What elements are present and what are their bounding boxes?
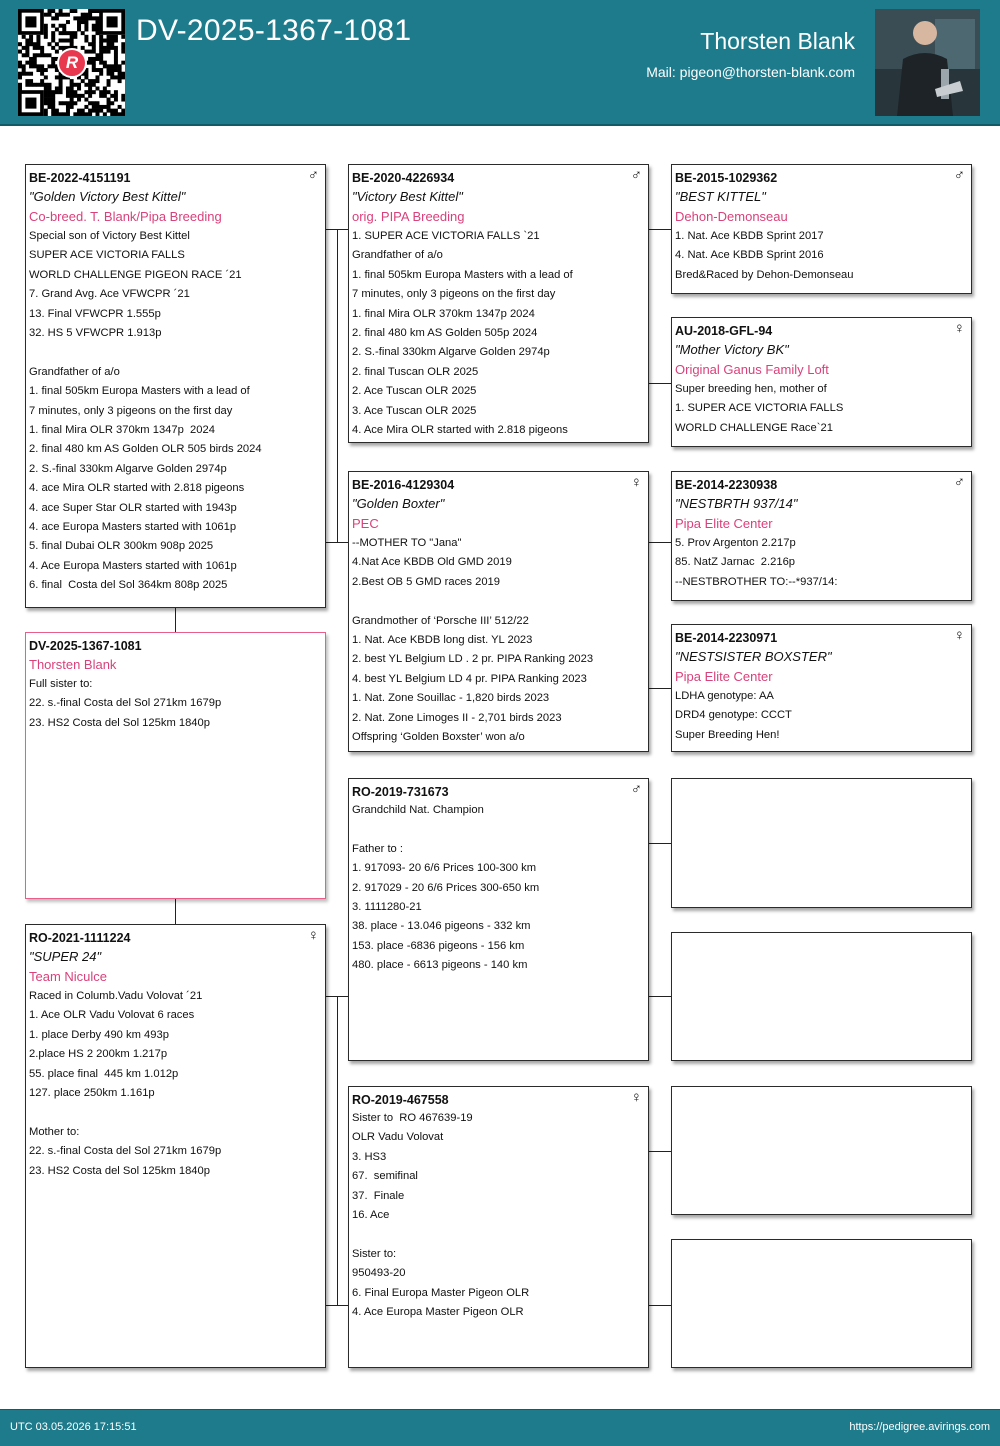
owner-photo-image [875, 9, 980, 116]
breeder-name: Original Ganus Family Loft [675, 362, 829, 377]
connector-line [649, 542, 672, 543]
female-symbol-icon: ♀ [307, 927, 319, 944]
ring-number: RO-2021-1111224 [29, 931, 131, 945]
pedigree-card-sire-dam-sire[interactable] [671, 471, 972, 601]
connector-line [649, 383, 672, 384]
note-line: 1. 917093- 20 6/6 Prices 100-300 km [352, 862, 537, 875]
note-line: 13. Final VFWCPR 1.555p [29, 307, 161, 320]
pigeon-name: "Golden Boxter" [352, 496, 445, 511]
female-symbol-icon: ♀ [953, 627, 965, 644]
note-line: WORLD CHALLENGE Race`21 [675, 421, 833, 434]
ring-number: BE-2022-4151191 [29, 171, 131, 185]
note-line: Full sister to: [29, 678, 93, 690]
connector-line [175, 608, 176, 632]
note-line: 3. Ace Tuscan OLR 2025 [352, 404, 477, 417]
note-line: 2. final 480 km AS Golden OLR 505 birds 2024 [29, 443, 262, 456]
footer-bar [0, 1409, 1000, 1446]
note-line: 3. HS3 [352, 1150, 387, 1163]
note-line: 153. place -6836 pigeons - 156 km [352, 939, 525, 952]
note-line: 6. final Costa del Sol 364km 808p 2025 [29, 579, 228, 592]
pigeon-name: "Golden Victory Best Kittel" [29, 189, 186, 204]
note-line: Sister to: [352, 1247, 397, 1260]
pigeon-name: "BEST KITTEL" [675, 189, 766, 204]
avirings-logo-icon: R [57, 48, 87, 78]
ring-number: BE-2020-4226934 [352, 171, 455, 185]
owner-email[interactable]: Mail: pigeon@thorsten-blank.com [646, 64, 855, 80]
breeder-name: PEC [352, 516, 379, 531]
pigeon-name: "SUPER 24" [29, 949, 102, 964]
note-line: 22. s.-final Costa del Sol 271km 1679p [29, 697, 222, 710]
connector-line [649, 843, 672, 844]
pigeon-name: "Victory Best Kittel" [352, 189, 463, 204]
performance-notes [352, 1109, 645, 1322]
note-line: 7 minutes, only 3 pigeons on the first day [29, 404, 233, 417]
pigeon-name: "Mother Victory BK" [675, 342, 789, 357]
ring-number: BE-2014-2230938 [675, 478, 778, 492]
header-bar [0, 0, 1000, 126]
note-line: 1. final Mira OLR 370km 1347p 2024 [352, 307, 535, 320]
performance-notes [352, 801, 645, 976]
note-line: 3. 1111280-21 [352, 901, 422, 914]
connector-line [649, 996, 672, 997]
performance-notes [675, 534, 968, 592]
note-line: 1. place Derby 490 km 493p [29, 1028, 169, 1041]
connector-line [649, 1151, 672, 1152]
pedigree-card-sire-sire-sire[interactable] [671, 164, 972, 294]
pedigree-card-dam-sire-sire[interactable] [671, 778, 972, 908]
page-title: DV-2025-1367-1081 [136, 14, 412, 47]
note-line: 4. Ace Europa Master Pigeon OLR [352, 1306, 524, 1319]
breeder-name: Thorsten Blank [29, 657, 117, 672]
note-line: Grandfather of a/o [29, 365, 120, 378]
note-line: 1. final 505km Europa Masters with a lead of [352, 268, 573, 281]
note-line: Offspring ‘Golden Boxster’ won a/o [352, 731, 525, 744]
footer-link[interactable]: https://pedigree.avirings.com [849, 1421, 990, 1433]
performance-notes [29, 227, 322, 596]
owner-name: Thorsten Blank [700, 28, 855, 54]
ring-number: DV-2025-1367-1081 [29, 639, 142, 653]
connector-line [326, 1305, 349, 1306]
note-line: 16. Ace [352, 1209, 390, 1222]
breeder-name: Dehon-Demonseau [675, 209, 788, 224]
note-line: 22. s.-final Costa del Sol 271km 1679p [29, 1145, 222, 1158]
note-line: Super breeding hen, mother of [675, 383, 827, 395]
breeder-name: Pipa Elite Center [675, 516, 773, 531]
note-line: 67. semifinal [352, 1170, 418, 1183]
note-line: 1. Nat. Zone Souillac - 1,820 birds 2023 [352, 692, 550, 705]
note-line: --NESTBROTHER TO:--*937/14: [675, 575, 838, 588]
note-line: 4. Ace Mira OLR started with 2.818 pigeons [352, 424, 568, 437]
note-line: LDHA genotype: AA [675, 690, 774, 702]
female-symbol-icon: ♀ [953, 320, 965, 337]
note-line: 55. place final 445 km 1.012p [29, 1067, 179, 1080]
breeder-name: Team Niculce [29, 969, 108, 984]
note-line: --MOTHER TO "Jana" [352, 537, 462, 549]
pedigree-card-sire[interactable] [25, 164, 326, 608]
connector-line [649, 688, 672, 689]
note-line: 1. final 505km Europa Masters with a lead of [29, 385, 250, 398]
performance-notes [352, 534, 645, 747]
note-line: 85. NatZ Jarnac 2.216p [675, 556, 796, 569]
note-line: Grandchild Nat. Champion [352, 804, 484, 816]
note-line: 37. Finale [352, 1189, 405, 1202]
note-line: SUPER ACE VICTORIA FALLS [29, 249, 185, 262]
note-line: 2. final 480 km AS Golden 505p 2024 [352, 327, 538, 340]
female-symbol-icon: ♀ [630, 474, 642, 491]
note-line: 7 minutes, only 3 pigeons on the first day [352, 288, 556, 301]
note-line: 38. place - 13.046 pigeons - 332 km [352, 920, 531, 933]
connector-line [337, 996, 338, 1305]
pedigree-card-dam[interactable] [25, 924, 326, 1368]
connector-line [337, 229, 338, 542]
performance-notes [352, 227, 645, 440]
pedigree-card-dam-sire[interactable] [348, 778, 649, 1061]
note-line: 1. Ace OLR Vadu Volovat 6 races [29, 1009, 195, 1022]
note-line: 4. ace Mira OLR started with 2.818 pigeons [29, 482, 245, 495]
note-line: 4. Ace Europa Masters started with 1061p [29, 559, 237, 572]
breeder-name: Co-breed. T. Blank/Pipa Breeding [29, 209, 222, 224]
note-line [29, 343, 322, 362]
note-line: 23. HS2 Costa del Sol 125km 1840p [29, 716, 210, 729]
note-line: 4.Nat Ace KBDB Old GMD 2019 [352, 556, 512, 569]
note-line: Super Breeding Hen! [675, 728, 780, 741]
pigeon-name: "NESTSISTER BOXSTER" [675, 649, 832, 664]
note-line: 6. Final Europa Master Pigeon OLR [352, 1286, 530, 1299]
female-symbol-icon: ♀ [630, 1089, 642, 1106]
note-line: Special son of Victory Best Kittel [29, 230, 190, 242]
note-line [352, 1225, 645, 1244]
pedigree-card-sire-dam-dam[interactable] [671, 624, 972, 752]
note-line: Sister to RO 467639-19 [352, 1112, 473, 1124]
note-line: 127. place 250km 1.161p [29, 1087, 155, 1100]
note-line: 2. S.-final 330km Algarve Golden 2974p [29, 462, 227, 475]
note-line: 4. best YL Belgium LD 4 pr. PIPA Ranking 2023 [352, 672, 587, 685]
performance-notes [29, 675, 322, 733]
male-symbol-icon: ♂ [630, 167, 642, 184]
note-line: 32. HS 5 VFWCPR 1.913p [29, 327, 162, 340]
note-line: 2. S.-final 330km Algarve Golden 2974p [352, 346, 550, 359]
note-line: DRD4 genotype: CCCT [675, 709, 792, 722]
note-line: Mother to: [29, 1125, 80, 1138]
note-line: 950493-20 [352, 1267, 406, 1280]
male-symbol-icon: ♂ [307, 167, 319, 184]
note-line: 5. Prov Argenton 2.217p [675, 537, 796, 549]
note-line: 4. Nat. Ace KBDB Sprint 2016 [675, 249, 824, 262]
note-line: OLR Vadu Volovat [352, 1131, 444, 1144]
performance-notes [675, 227, 968, 285]
note-line: Raced in Columb.Vadu Volovat ´21 [29, 990, 203, 1002]
generated-timestamp: UTC 03.05.2026 17:15:51 [10, 1421, 137, 1433]
note-line: 1. final Mira OLR 370km 1347p 2024 [29, 424, 215, 437]
note-line: 4. ace Super Star OLR started with 1943p [29, 501, 237, 514]
note-line: 2. final Tuscan OLR 2025 [352, 365, 479, 378]
pedigree-card-sire-dam[interactable] [348, 471, 649, 752]
pedigree-card-dam-dam-sire[interactable] [671, 1086, 972, 1215]
note-line: 2.place HS 2 200km 1.217p [29, 1048, 168, 1061]
note-line: Father to : [352, 842, 403, 855]
note-line: Grandfather of a/o [352, 249, 443, 262]
note-line: 2. 917029 - 20 6/6 Prices 300-650 km [352, 881, 540, 894]
pedigree-card-sire-sire-dam[interactable] [671, 317, 972, 447]
pedigree-card-dam-dam-dam[interactable] [671, 1239, 972, 1368]
ring-number: BE-2015-1029362 [675, 171, 778, 185]
note-line: 23. HS2 Costa del Sol 125km 1840p [29, 1164, 210, 1177]
breeder-name: Pipa Elite Center [675, 669, 773, 684]
male-symbol-icon: ♂ [953, 474, 965, 491]
note-line: 2.Best OB 5 GMD races 2019 [352, 575, 500, 588]
ring-number: BE-2016-4129304 [352, 478, 455, 492]
pigeon-name: "NESTBRTH 937/14" [675, 496, 798, 511]
pedigree-card-subject[interactable] [25, 632, 326, 899]
ring-number: BE-2014-2230971 [675, 631, 778, 645]
pedigree-card-dam-sire-dam[interactable] [671, 932, 972, 1061]
note-line: 5. final Dubai OLR 300km 908p 2025 [29, 540, 214, 553]
owner-photo [875, 9, 980, 116]
performance-notes [29, 987, 322, 1181]
connector-line [649, 1305, 672, 1306]
note-line: WORLD CHALLENGE PIGEON RACE ´21 [29, 268, 242, 281]
male-symbol-icon: ♂ [953, 167, 965, 184]
connector-line [326, 542, 349, 543]
qr-code[interactable] [18, 9, 125, 116]
ring-number: RO-2019-731673 [352, 785, 449, 799]
connector-line [649, 229, 672, 230]
note-line: Grandmother of ‘Porsche III’ 512/22 [352, 614, 529, 627]
performance-notes [675, 687, 968, 745]
note-line: Bred&Raced by Dehon-Demonseau [675, 268, 854, 281]
pedigree-card-sire-sire[interactable] [348, 164, 649, 443]
note-line: 2. best YL Belgium LD . 2 pr. PIPA Ranking 2023 [352, 653, 594, 666]
note-line: 1. SUPER ACE VICTORIA FALLS `21 [352, 230, 540, 242]
note-line: 7. Grand Avg. Ace VFWCPR ´21 [29, 288, 190, 301]
note-line [352, 820, 645, 839]
note-line [352, 592, 645, 611]
connector-line [175, 899, 176, 924]
note-line: 4. ace Europa Masters started with 1061p [29, 521, 237, 534]
note-line: 2. Nat. Zone Limoges II - 2,701 birds 2023 [352, 711, 562, 724]
male-symbol-icon: ♂ [630, 781, 642, 798]
note-line: 480. place - 6613 pigeons - 140 km [352, 959, 528, 972]
note-line: 1. Nat. Ace KBDB Sprint 2017 [675, 230, 824, 242]
ring-number: RO-2019-467558 [352, 1093, 449, 1107]
note-line [29, 1103, 322, 1122]
note-line: 1. SUPER ACE VICTORIA FALLS [675, 402, 844, 415]
note-line: 2. Ace Tuscan OLR 2025 [352, 385, 477, 398]
pedigree-card-dam-dam[interactable] [348, 1086, 649, 1368]
performance-notes [675, 380, 968, 438]
ring-number: AU-2018-GFL-94 [675, 324, 773, 338]
note-line: 1. Nat. Ace KBDB long dist. YL 2023 [352, 634, 533, 647]
breeder-name: orig. PIPA Breeding [352, 209, 465, 224]
